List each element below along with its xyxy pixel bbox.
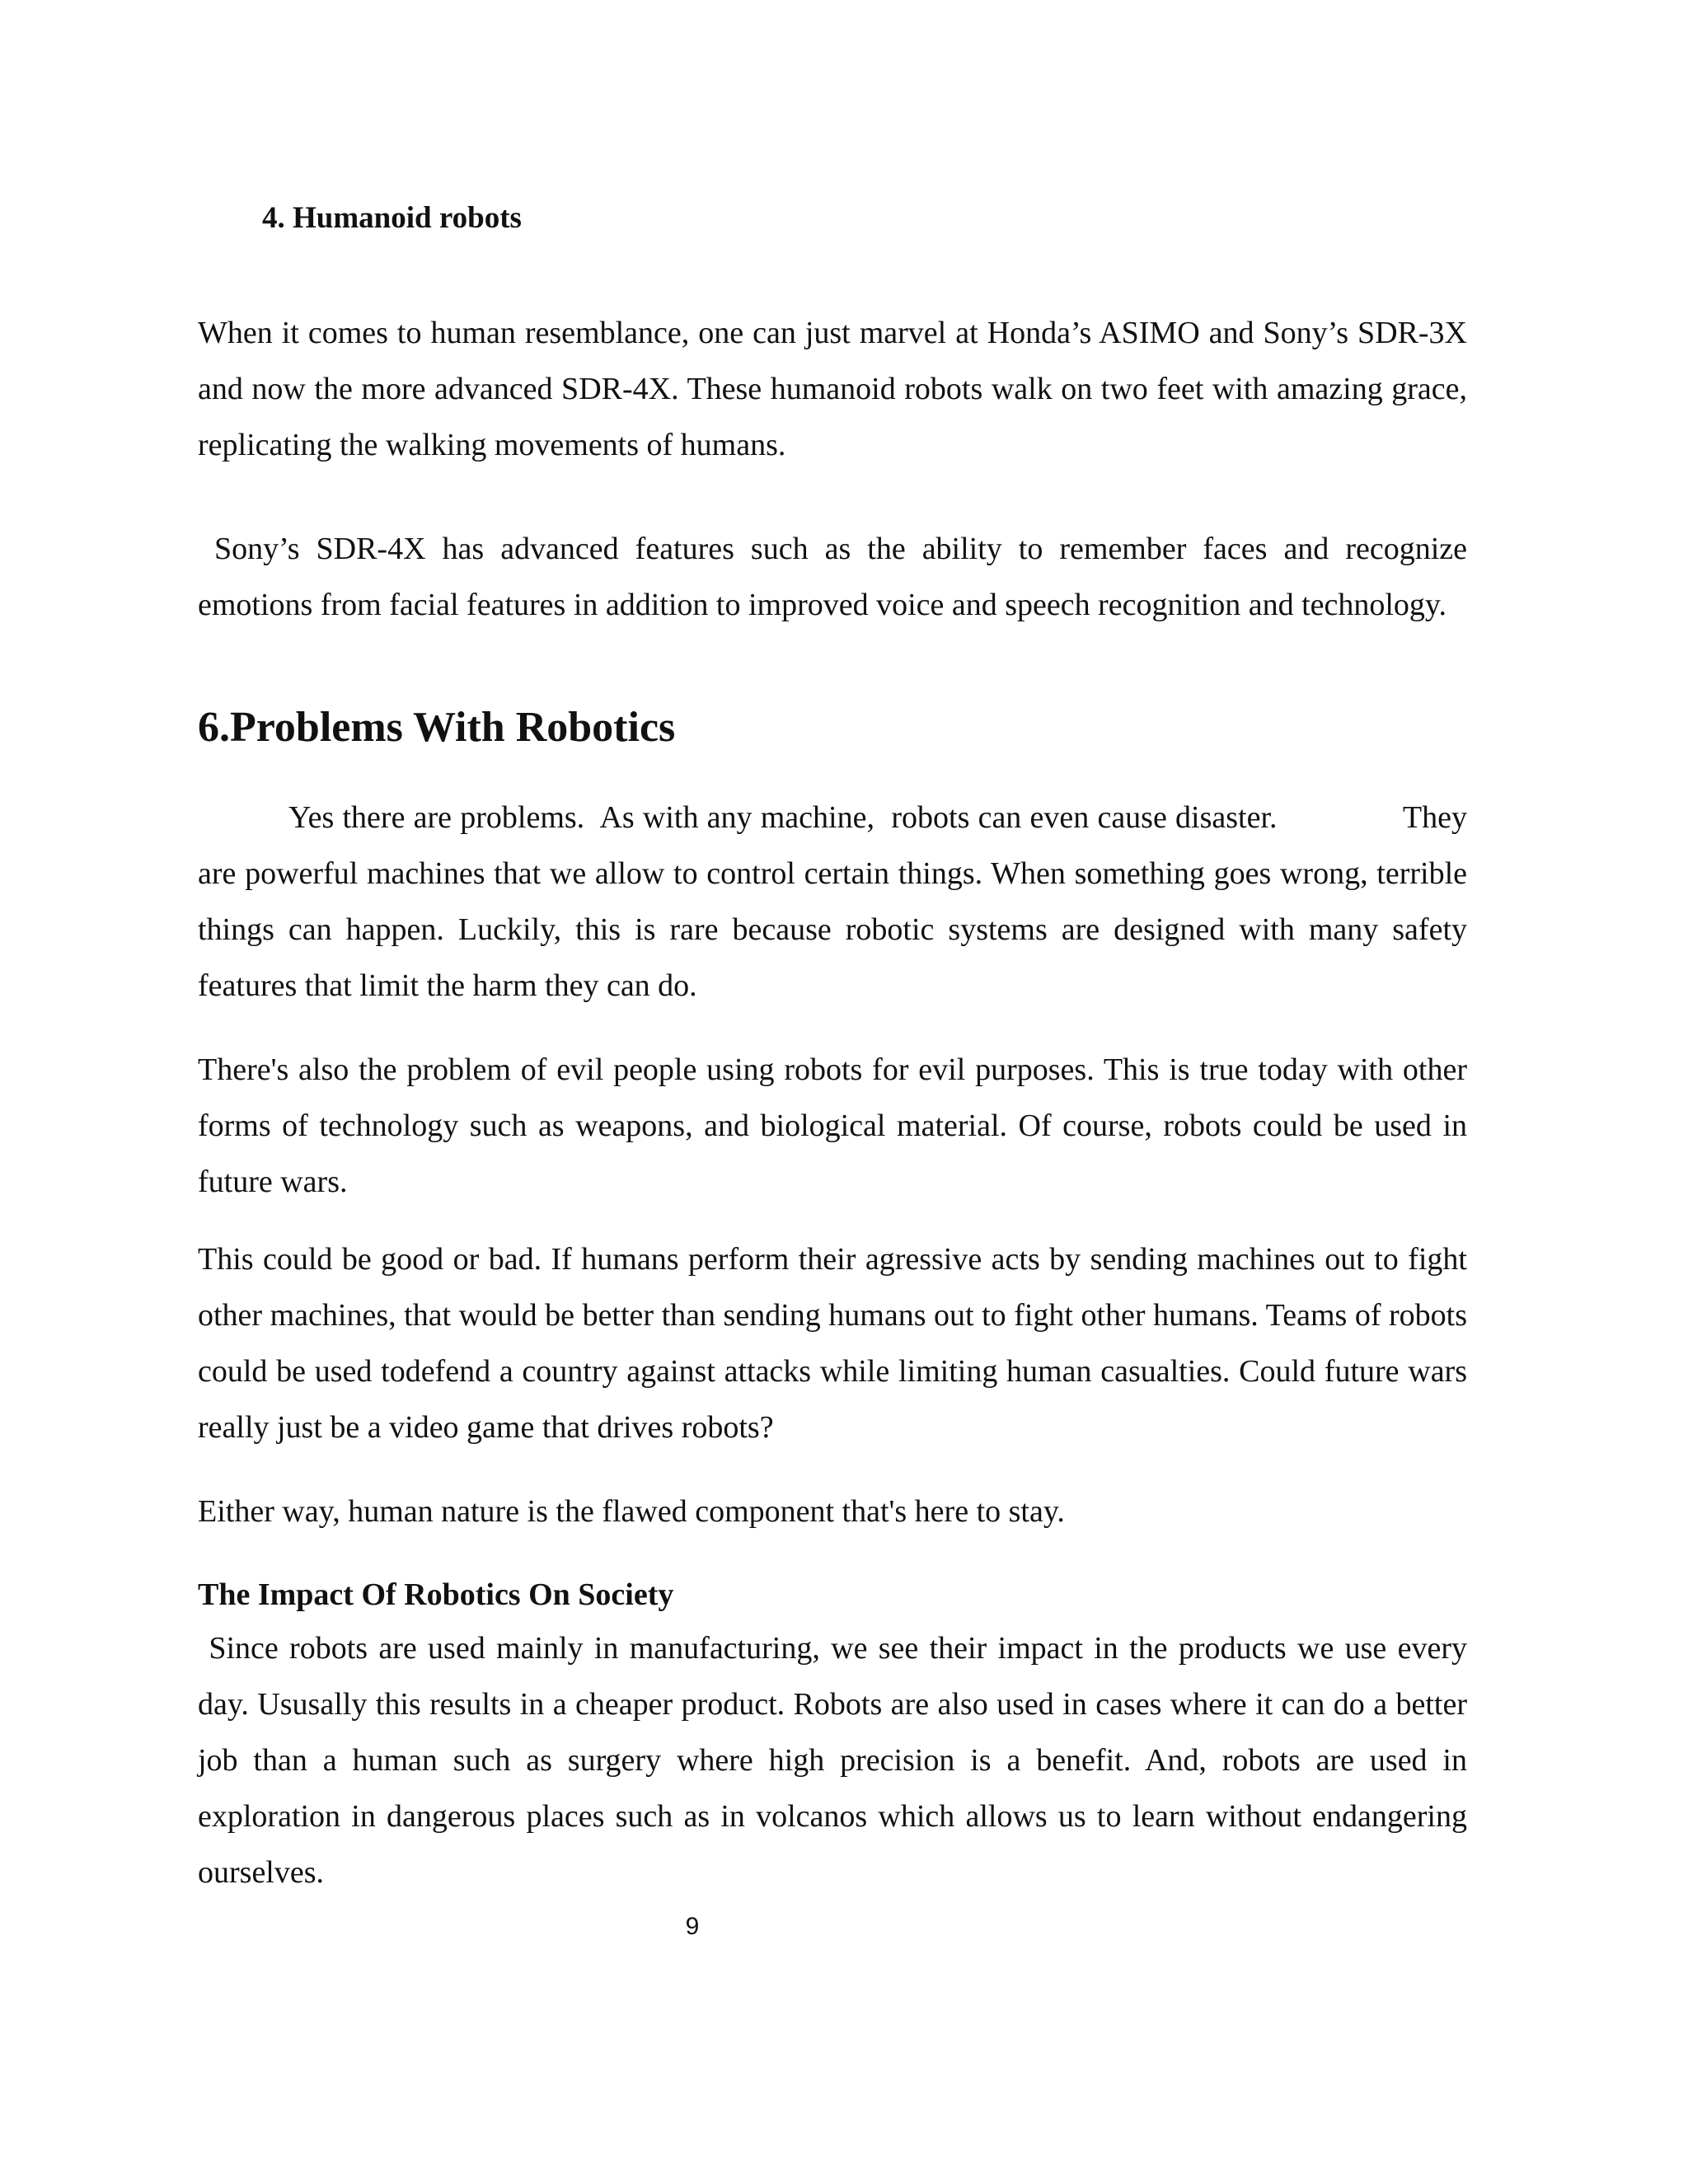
paragraph-problems-intro: Yes there are problems. As with any machine, robots can even cause disaster. They are powerful machines that we allow to control certain things. When something goes wrong, terrible things can happen. Luckily, this is rare because robotic systems are designed with many safety features that limit the harm they can do. <box>198 800 1475 1003</box>
section-heading-humanoid-robots: 4. Humanoid robots <box>262 201 522 235</box>
page-number: 9 <box>685 1913 700 1940</box>
paragraph-impact: Since robots are used mainly in manufacturing, we see their impact in the products we use every day. Ususally this results in a cheaper product. Robots are also used in cases where it can do a better job than a human such as surgery where high precision is a benefit. And, robots are used in exploration in dangerous places such as in volcanos which allows us to learn without endangering ourselves. <box>198 1631 1475 1890</box>
paragraph-human-nature: Either way, human nature is the flawed component that's here to stay. <box>198 1494 1065 1529</box>
paragraph-evil-purposes: There's also the problem of evil people using robots for evil purposes. This is true today with other forms of technology such as weapons, and biological material. Of course, robots could be used in future wars. <box>198 1052 1467 1199</box>
paragraph-humanoid-intro: When it comes to human resemblance, one can just marvel at Honda’s ASIMO and Sony’s SDR-3X and now the more advanced SDR-4X. These humanoid robots walk on two feet with amazing grace, replicating the walking movements of humans. <box>198 316 1467 462</box>
section-heading-impact: The Impact Of Robotics On Society <box>198 1577 674 1612</box>
paragraph-sony-sdr4x: Sony’s SDR-4X has advanced features such as the ability to remember faces and recognize emotions from facial features in addition to improved voice and speech recognition and technology. <box>198 532 1475 622</box>
section-heading-problems: 6.Problems With Robotics <box>198 704 676 751</box>
paragraph-good-or-bad: This could be good or bad. If humans perform their agressive acts by sending machines out to fight other machines, that would be better than sending humans out to fight other humans. Teams of robots could be used todefend a country against attacks while limiting human casualties. Could future wars really just be a video game that drives robots? <box>198 1242 1467 1445</box>
